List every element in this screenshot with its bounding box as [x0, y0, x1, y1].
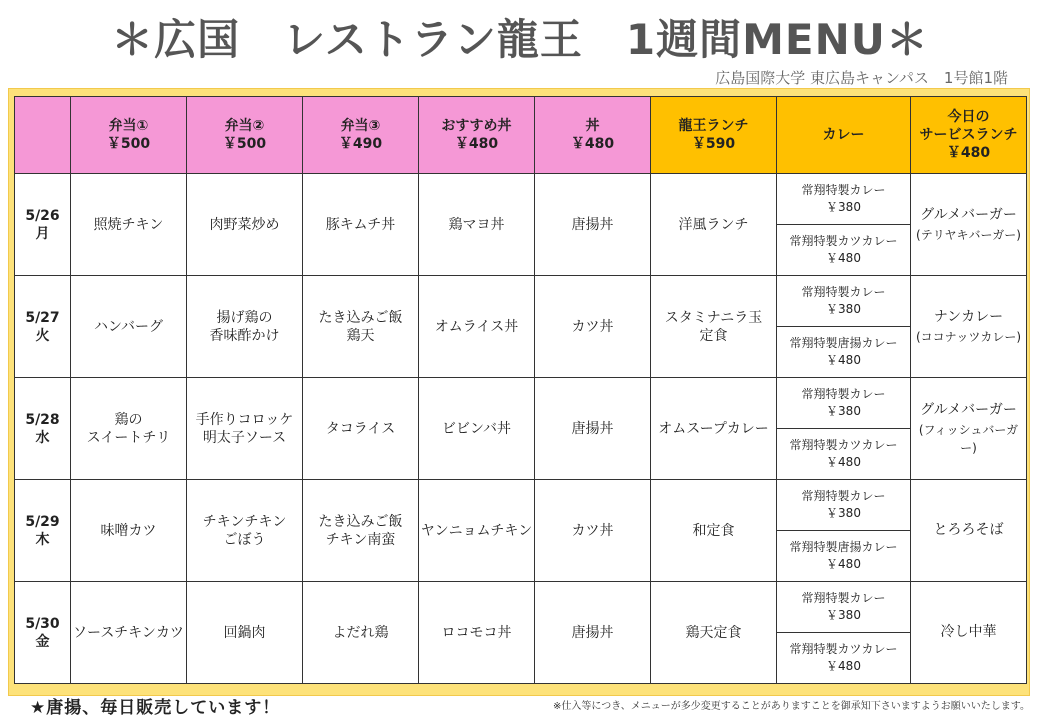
- dish-cell: ソースチキンカツ: [71, 582, 187, 684]
- day-cell: [15, 480, 71, 582]
- curry-name: 常翔特製カレー: [801, 285, 886, 299]
- dish-cell: 手作りコロッケ 明太子ソース: [187, 378, 303, 480]
- curry-name: 常翔特製カレー: [801, 387, 886, 401]
- dish-cell: 回鍋肉: [187, 582, 303, 684]
- day-cell: [15, 174, 71, 276]
- service-lunch-cell: [911, 582, 1027, 684]
- dish-cell: ビビンバ丼: [419, 378, 535, 480]
- header-ryuou-lunch: 龍王ランチ ￥590: [651, 97, 777, 174]
- dish-cell: スタミナニラ玉 定食: [651, 276, 777, 378]
- weekday-label: 木: [35, 531, 50, 548]
- day-cell: [15, 276, 71, 378]
- service-lunch-cell: [911, 480, 1027, 582]
- date-label: 5/30: [25, 615, 60, 632]
- dish-cell: カツ丼: [535, 276, 651, 378]
- dish-cell: よだれ鶏: [303, 582, 419, 684]
- dish-cell: 唐揚丼: [535, 378, 651, 480]
- service-lunch-main: グルメバーガー: [920, 206, 1017, 223]
- weekday-label: 金: [35, 633, 50, 650]
- dish-cell: チキンチキン ごぼう: [187, 480, 303, 582]
- curry-cell-regular: [777, 480, 911, 531]
- curry-name: 常翔特製カレー: [801, 183, 886, 197]
- weekday-label: 火: [35, 327, 50, 344]
- date-label: 5/28: [25, 411, 60, 428]
- curry-price: ￥480: [826, 659, 861, 673]
- curry-price: ￥380: [826, 506, 861, 520]
- curry-price: ￥480: [826, 557, 861, 571]
- curry-price: ￥480: [826, 251, 861, 265]
- day-cell: [15, 582, 71, 684]
- curry-cell-special: [777, 633, 911, 684]
- dish-cell: 洋風ランチ: [651, 174, 777, 276]
- weekday-label: 月: [35, 225, 50, 242]
- dish-cell: 肉野菜炒め: [187, 174, 303, 276]
- curry-price: ￥480: [826, 455, 861, 469]
- curry-price: ￥380: [826, 608, 861, 622]
- service-lunch-sub: (フィッシュバーガー): [918, 422, 1019, 455]
- dish-cell: 唐揚丼: [535, 582, 651, 684]
- location-subtitle: 広島国際大学 東広島キャンパス 1号館1階: [715, 69, 1008, 87]
- curry-price: ￥380: [826, 404, 861, 418]
- curry-cell-regular: [777, 276, 911, 327]
- curry-price: ￥380: [826, 200, 861, 214]
- dish-cell: 豚キムチ丼: [303, 174, 419, 276]
- table-row: [15, 480, 1027, 531]
- header-recommended-don: おすすめ丼 ￥480: [419, 97, 535, 174]
- date-label: 5/26: [25, 207, 60, 224]
- curry-name: 常翔特製カツカレー: [789, 234, 898, 248]
- dish-cell: オムライス丼: [419, 276, 535, 378]
- dish-cell: 揚げ鶏の 香味酢かけ: [187, 276, 303, 378]
- dish-cell: タコライス: [303, 378, 419, 480]
- dish-cell: 鶏の スイートチリ: [71, 378, 187, 480]
- date-label: 5/27: [25, 309, 60, 326]
- weekly-menu-table: [14, 96, 1027, 684]
- dish-cell: たき込みご飯 チキン南蛮: [303, 480, 419, 582]
- dish-cell: 和定食: [651, 480, 777, 582]
- curry-name: 常翔特製カツカレー: [789, 642, 898, 656]
- curry-cell-special: [777, 531, 911, 582]
- curry-cell-special: [777, 327, 911, 378]
- curry-cell-regular: [777, 582, 911, 633]
- service-lunch-cell: [911, 174, 1027, 276]
- curry-name: 常翔特製唐揚カレー: [789, 336, 898, 350]
- dish-cell: たき込みご飯 鶏天: [303, 276, 419, 378]
- table-row: [15, 582, 1027, 633]
- service-lunch-cell: [911, 276, 1027, 378]
- service-lunch-cell: [911, 378, 1027, 480]
- curry-name: 常翔特製カレー: [801, 591, 886, 605]
- weekday-label: 水: [35, 429, 50, 446]
- header-bento-2: 弁当② ￥500: [187, 97, 303, 174]
- service-lunch-main: とろろそば: [933, 521, 1004, 538]
- table-row: [15, 174, 1027, 225]
- service-lunch-main: 冷し中華: [940, 623, 997, 640]
- dish-cell: ロコモコ丼: [419, 582, 535, 684]
- table-row: [15, 378, 1027, 429]
- day-cell: [15, 378, 71, 480]
- dish-cell: オムスープカレー: [651, 378, 777, 480]
- header-service-lunch: 今日の サービスランチ ￥480: [911, 97, 1027, 174]
- dish-cell: 照焼チキン: [71, 174, 187, 276]
- dish-cell: 唐揚丼: [535, 174, 651, 276]
- header-bento-3: 弁当③ ￥490: [303, 97, 419, 174]
- dish-cell: ハンバーグ: [71, 276, 187, 378]
- curry-cell-special: [777, 429, 911, 480]
- service-lunch-main: ナンカレー: [933, 308, 1004, 325]
- footer-karaage-note: ★唐揚、毎日販売しています！: [30, 698, 281, 718]
- curry-name: 常翔特製カツカレー: [789, 438, 898, 452]
- curry-price: ￥480: [826, 353, 861, 367]
- footer-disclaimer: ※仕入等につき、メニューが多少変更することがありますことを御承知下さいますようお願いいたします。: [553, 701, 1030, 712]
- dish-cell: 味噌カツ: [71, 480, 187, 582]
- dish-cell: 鶏天定食: [651, 582, 777, 684]
- dish-cell: カツ丼: [535, 480, 651, 582]
- curry-cell-special: [777, 225, 911, 276]
- header-bento-1: 弁当① ￥500: [71, 97, 187, 174]
- curry-cell-regular: [777, 174, 911, 225]
- curry-cell-regular: [777, 378, 911, 429]
- header-don: 丼 ￥480: [535, 97, 651, 174]
- curry-name: 常翔特製唐揚カレー: [789, 540, 898, 554]
- header-corner: [15, 97, 71, 174]
- service-lunch-sub: (ココナッツカレー): [915, 329, 1022, 344]
- service-lunch-sub: (テリヤキバーガー): [916, 227, 1021, 242]
- curry-name: 常翔特製カレー: [801, 489, 886, 503]
- table-row: [15, 276, 1027, 327]
- page-title: ＊広国 レストラン龍王 1週間MENU＊: [111, 15, 929, 64]
- header-row: [15, 97, 1027, 174]
- header-curry: カレー: [777, 97, 911, 174]
- date-label: 5/29: [25, 513, 60, 530]
- dish-cell: ヤンニョムチキン: [419, 480, 535, 582]
- dish-cell: 鶏マヨ丼: [419, 174, 535, 276]
- service-lunch-main: グルメバーガー: [920, 401, 1017, 418]
- curry-price: ￥380: [826, 302, 861, 316]
